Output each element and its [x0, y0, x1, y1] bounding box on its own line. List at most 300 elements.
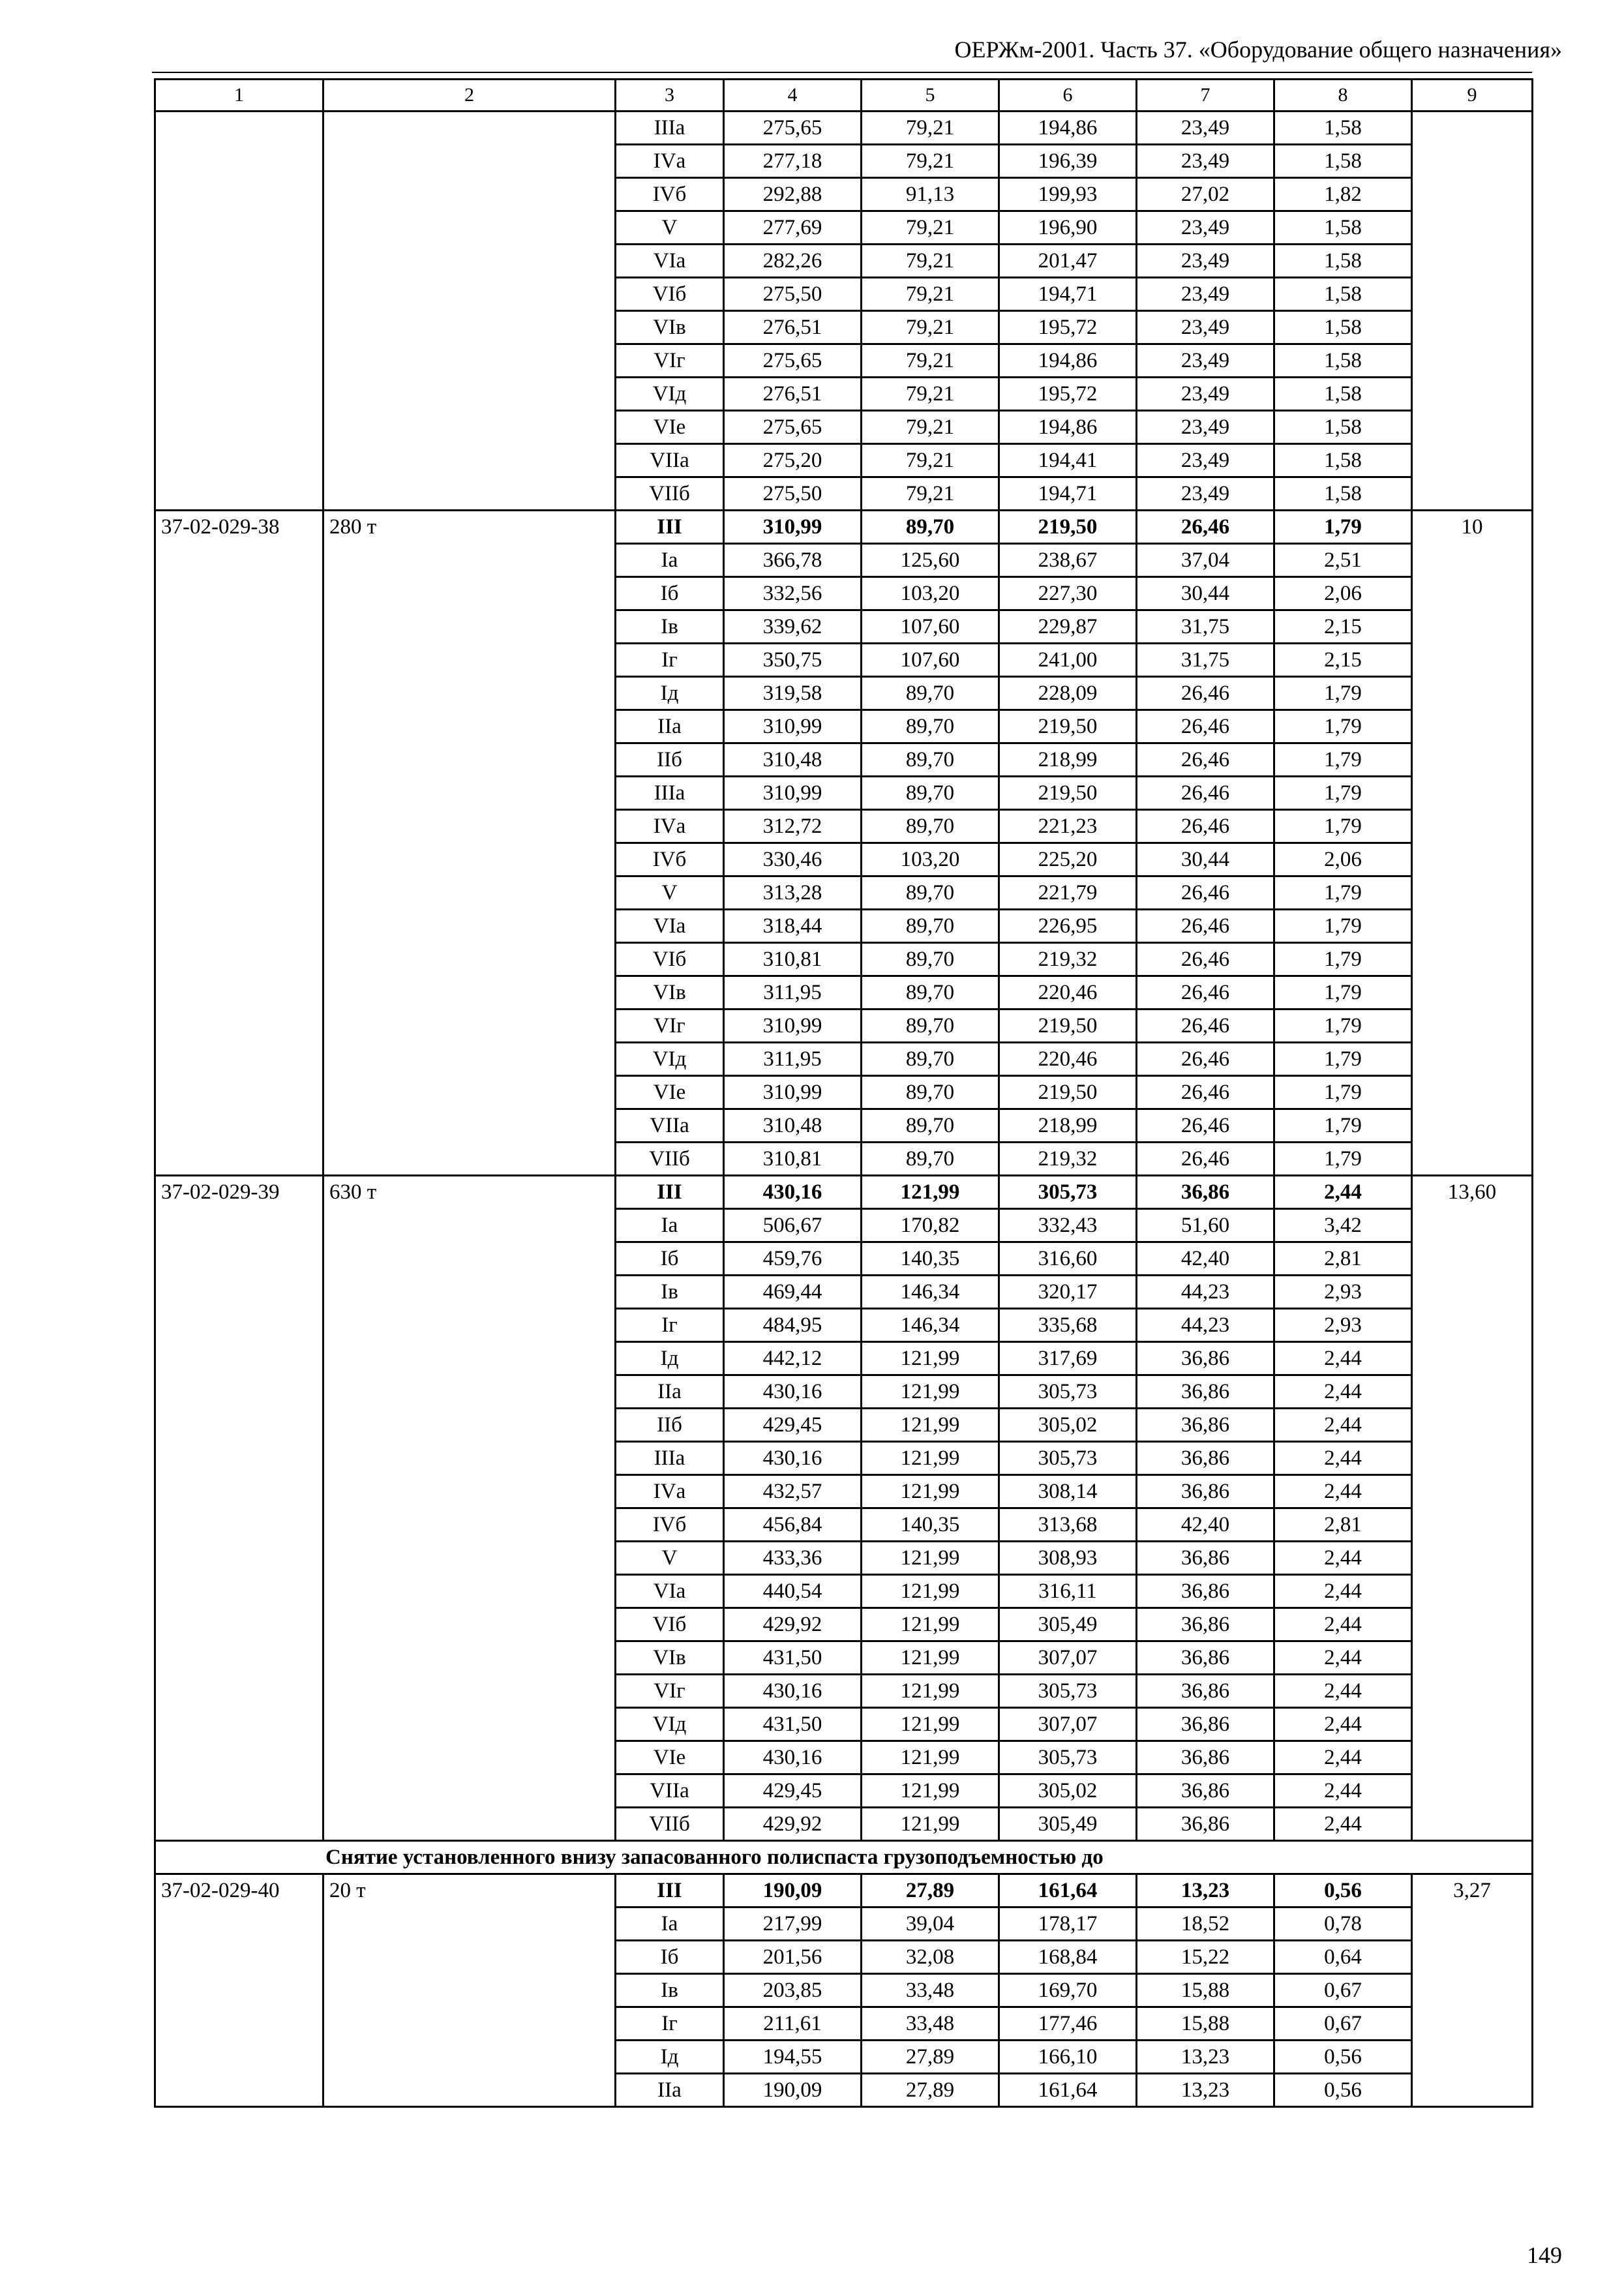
value-cell: 79,21	[862, 245, 999, 278]
value-cell: 430,16	[724, 1741, 862, 1774]
rate-code: 37-02-029-40	[155, 1874, 323, 2107]
zone-code: VIб	[616, 1608, 724, 1641]
value-cell: 27,02	[1137, 178, 1274, 211]
value-cell: 23,49	[1137, 477, 1274, 511]
value-cell: 310,99	[724, 1010, 862, 1043]
value-cell: 121,99	[862, 1675, 999, 1708]
zone-code: VIа	[616, 245, 724, 278]
value-cell: 1,79	[1274, 943, 1412, 976]
zone-code: VIIа	[616, 444, 724, 477]
value-cell: 318,44	[724, 910, 862, 943]
zone-code: VIг	[616, 1675, 724, 1708]
value-cell: 221,23	[999, 810, 1137, 843]
value-cell: 219,32	[999, 943, 1137, 976]
value-cell: 228,09	[999, 677, 1137, 710]
value-cell: 23,49	[1137, 311, 1274, 344]
value-cell: 275,50	[724, 477, 862, 511]
value-cell: 506,67	[724, 1209, 862, 1242]
zone-code: Iв	[616, 610, 724, 644]
header-title: ОЕРЖм-2001. Часть 37. «Оборудование общего назначения»	[954, 37, 1562, 63]
value-cell: 431,50	[724, 1708, 862, 1741]
value-cell: 226,95	[999, 910, 1137, 943]
zone-code: V	[616, 211, 724, 245]
value-cell: 429,45	[724, 1409, 862, 1442]
value-cell: 121,99	[862, 1409, 999, 1442]
value-cell: 2,06	[1274, 577, 1412, 610]
value-cell: 121,99	[862, 1708, 999, 1741]
value-cell: 3,42	[1274, 1209, 1412, 1242]
value-cell: 1,79	[1274, 910, 1412, 943]
value-cell: 26,46	[1137, 910, 1274, 943]
value-cell: 36,86	[1137, 1475, 1274, 1508]
value-cell: 2,44	[1274, 1708, 1412, 1741]
value-cell: 26,46	[1137, 1010, 1274, 1043]
header-rule	[152, 72, 1532, 73]
value-cell: 219,50	[999, 777, 1137, 810]
zone-code: Iд	[616, 677, 724, 710]
column-header: 4	[724, 80, 862, 112]
value-cell: 121,99	[862, 1641, 999, 1675]
value-cell: 44,23	[1137, 1276, 1274, 1309]
value-cell: 89,70	[862, 677, 999, 710]
value-cell: 221,79	[999, 876, 1137, 910]
value-cell: 36,86	[1137, 1808, 1274, 1841]
value-cell: 42,40	[1137, 1508, 1274, 1542]
value-cell: 194,55	[724, 2041, 862, 2074]
zone-code: IIIа	[616, 112, 724, 145]
zone-code: Iд	[616, 1342, 724, 1375]
value-cell: 194,86	[999, 411, 1137, 444]
value-cell: 220,46	[999, 1043, 1137, 1076]
value-cell: 89,70	[862, 976, 999, 1010]
zone-code: Iв	[616, 1974, 724, 2007]
table-row	[155, 511, 1533, 544]
value-cell: 317,69	[999, 1342, 1137, 1375]
value-cell: 36,86	[1137, 1608, 1274, 1641]
zone-code: Iв	[616, 1276, 724, 1309]
column-header: 5	[862, 80, 999, 112]
column-header: 1	[155, 80, 323, 112]
value-cell: 140,35	[862, 1242, 999, 1276]
value-cell: 2,44	[1274, 1475, 1412, 1508]
value-cell: 2,44	[1274, 1542, 1412, 1575]
value-cell: 26,46	[1137, 1143, 1274, 1176]
value-cell: 229,87	[999, 610, 1137, 644]
value-cell: 332,43	[999, 1209, 1137, 1242]
value-cell: 199,93	[999, 178, 1137, 211]
value-cell: 79,21	[862, 477, 999, 511]
value-cell: 121,99	[862, 1375, 999, 1409]
value-cell: 194,86	[999, 112, 1137, 145]
value-cell: 332,56	[724, 577, 862, 610]
value-cell: 1,79	[1274, 1143, 1412, 1176]
value-cell: 238,67	[999, 544, 1137, 577]
value-cell: 1,79	[1274, 1076, 1412, 1109]
value-cell: 218,99	[999, 1109, 1137, 1143]
value-cell: 305,73	[999, 1442, 1137, 1475]
zone-code: Iг	[616, 644, 724, 677]
value-cell: 79,21	[862, 145, 999, 178]
value-cell: 430,16	[724, 1442, 862, 1475]
zone-code: III	[616, 1874, 724, 1908]
table-row	[155, 1874, 1533, 1908]
value-cell: 2,44	[1274, 1808, 1412, 1841]
value-cell: 2,44	[1274, 1176, 1412, 1209]
value-cell: 1,58	[1274, 112, 1412, 145]
value-cell: 89,70	[862, 1109, 999, 1143]
value-cell: 26,46	[1137, 743, 1274, 777]
value-cell: 484,95	[724, 1309, 862, 1342]
value-cell: 316,11	[999, 1575, 1137, 1608]
column-header: 8	[1274, 80, 1412, 112]
zone-code: IIб	[616, 743, 724, 777]
value-cell: 350,75	[724, 644, 862, 677]
value-cell: 36,86	[1137, 1708, 1274, 1741]
value-cell: 169,70	[999, 1974, 1137, 2007]
value-cell: 330,46	[724, 843, 862, 876]
value-cell: 33,48	[862, 2007, 999, 2041]
zone-code: Iа	[616, 1209, 724, 1242]
value-cell: 36,86	[1137, 1375, 1274, 1409]
value-cell: 161,64	[999, 2074, 1137, 2107]
value-cell: 27,89	[862, 2041, 999, 2074]
value-cell: 89,70	[862, 777, 999, 810]
value-cell: 277,18	[724, 145, 862, 178]
value-cell: 203,85	[724, 1974, 862, 2007]
zone-code: VIIб	[616, 477, 724, 511]
value-cell: 275,65	[724, 411, 862, 444]
value-cell: 161,64	[999, 1874, 1137, 1908]
section-row	[155, 1841, 1533, 1874]
value-cell: 51,60	[1137, 1209, 1274, 1242]
value-cell: 430,16	[724, 1176, 862, 1209]
value-cell: 23,49	[1137, 211, 1274, 245]
rate-code: 37-02-029-39	[155, 1176, 323, 1841]
table-body	[155, 80, 1533, 2107]
value-cell: 1,82	[1274, 178, 1412, 211]
value-cell: 33,48	[862, 1974, 999, 2007]
value-cell: 0,64	[1274, 1941, 1412, 1974]
rate-name: 630 т	[323, 1176, 616, 1841]
value-cell: 89,70	[862, 943, 999, 976]
value-cell: 429,92	[724, 1808, 862, 1841]
value-cell: 2,44	[1274, 1641, 1412, 1675]
value-cell: 18,52	[1137, 1908, 1274, 1941]
value-cell: 107,60	[862, 644, 999, 677]
zone-code: Iа	[616, 1908, 724, 1941]
value-cell: 310,99	[724, 710, 862, 743]
value-cell: 430,16	[724, 1375, 862, 1409]
column-header: 9	[1412, 80, 1533, 112]
value-cell: 196,90	[999, 211, 1137, 245]
zone-code: VIв	[616, 976, 724, 1010]
zone-code: VIв	[616, 311, 724, 344]
value-cell: 26,46	[1137, 876, 1274, 910]
value-cell: 79,21	[862, 211, 999, 245]
value-cell: 1,58	[1274, 245, 1412, 278]
value-cell: 310,99	[724, 777, 862, 810]
value-cell: 313,28	[724, 876, 862, 910]
value-cell: 89,70	[862, 1143, 999, 1176]
zone-code: V	[616, 1542, 724, 1575]
zone-code: IIа	[616, 1375, 724, 1409]
value-cell: 89,70	[862, 810, 999, 843]
value-cell: 429,45	[724, 1774, 862, 1808]
col9-value: 10	[1412, 511, 1533, 1176]
value-cell: 276,51	[724, 311, 862, 344]
value-cell: 13,23	[1137, 1874, 1274, 1908]
zone-code: VIIа	[616, 1109, 724, 1143]
zone-code: Iг	[616, 1309, 724, 1342]
zone-code: IVа	[616, 810, 724, 843]
value-cell: 1,58	[1274, 311, 1412, 344]
value-cell: 275,65	[724, 112, 862, 145]
zone-code: VIв	[616, 1641, 724, 1675]
section-title: Снятие установленного внизу запасованного полиспаста грузоподъемностью до	[155, 1841, 1533, 1874]
value-cell: 310,81	[724, 1143, 862, 1176]
value-cell: 1,79	[1274, 777, 1412, 810]
value-cell: 1,79	[1274, 710, 1412, 743]
rate-name: 20 т	[323, 1874, 616, 2107]
value-cell: 2,44	[1274, 1741, 1412, 1774]
value-cell: 89,70	[862, 1010, 999, 1043]
value-cell: 275,65	[724, 344, 862, 378]
value-cell: 190,09	[724, 2074, 862, 2107]
value-cell: 307,07	[999, 1708, 1137, 1741]
value-cell: 1,79	[1274, 976, 1412, 1010]
zone-code: VIе	[616, 411, 724, 444]
value-cell: 1,79	[1274, 810, 1412, 843]
value-cell: 310,48	[724, 1109, 862, 1143]
value-cell: 310,48	[724, 743, 862, 777]
value-cell: 2,44	[1274, 1442, 1412, 1475]
zone-code: Iа	[616, 544, 724, 577]
value-cell: 217,99	[724, 1908, 862, 1941]
zone-code: VIIб	[616, 1143, 724, 1176]
value-cell: 39,04	[862, 1908, 999, 1941]
value-cell: 121,99	[862, 1475, 999, 1508]
value-cell: 310,99	[724, 1076, 862, 1109]
value-cell: 26,46	[1137, 511, 1274, 544]
value-cell: 31,75	[1137, 644, 1274, 677]
value-cell: 219,50	[999, 511, 1137, 544]
zone-code: V	[616, 876, 724, 910]
value-cell: 15,88	[1137, 1974, 1274, 2007]
value-cell: 195,72	[999, 378, 1137, 411]
value-cell: 2,81	[1274, 1508, 1412, 1542]
value-cell: 170,82	[862, 1209, 999, 1242]
value-cell: 1,58	[1274, 444, 1412, 477]
value-cell: 2,15	[1274, 644, 1412, 677]
rate-name: 280 т	[323, 511, 616, 1176]
value-cell: 23,49	[1137, 411, 1274, 444]
value-cell: 292,88	[724, 178, 862, 211]
zone-code: VIе	[616, 1741, 724, 1774]
value-cell: 2,44	[1274, 1409, 1412, 1442]
value-cell: 30,44	[1137, 843, 1274, 876]
zone-code: Iб	[616, 1941, 724, 1974]
value-cell: 79,21	[862, 278, 999, 311]
value-cell: 23,49	[1137, 245, 1274, 278]
value-cell: 225,20	[999, 843, 1137, 876]
value-cell: 219,32	[999, 1143, 1137, 1176]
value-cell: 121,99	[862, 1741, 999, 1774]
column-header: 7	[1137, 80, 1274, 112]
value-cell: 89,70	[862, 511, 999, 544]
value-cell: 2,44	[1274, 1774, 1412, 1808]
value-cell: 26,46	[1137, 710, 1274, 743]
value-cell: 335,68	[999, 1309, 1137, 1342]
value-cell: 433,36	[724, 1542, 862, 1575]
zone-code: VIд	[616, 1708, 724, 1741]
value-cell: 219,50	[999, 1076, 1137, 1109]
value-cell: 103,20	[862, 843, 999, 876]
value-cell: 1,79	[1274, 876, 1412, 910]
value-cell: 319,58	[724, 677, 862, 710]
value-cell: 1,58	[1274, 145, 1412, 178]
value-cell: 305,73	[999, 1375, 1137, 1409]
value-cell: 146,34	[862, 1276, 999, 1309]
value-cell: 89,70	[862, 876, 999, 910]
value-cell: 308,14	[999, 1475, 1137, 1508]
value-cell: 26,46	[1137, 777, 1274, 810]
zone-code: VIа	[616, 1575, 724, 1608]
value-cell: 282,26	[724, 245, 862, 278]
value-cell: 0,56	[1274, 1874, 1412, 1908]
zone-code: Iб	[616, 577, 724, 610]
value-cell: 2,93	[1274, 1276, 1412, 1309]
zone-code: Iд	[616, 2041, 724, 2074]
value-cell: 194,71	[999, 477, 1137, 511]
value-cell: 0,67	[1274, 2007, 1412, 2041]
value-cell: 36,86	[1137, 1409, 1274, 1442]
value-cell: 196,39	[999, 145, 1137, 178]
column-header: 6	[999, 80, 1137, 112]
value-cell: 23,49	[1137, 278, 1274, 311]
value-cell: 194,86	[999, 344, 1137, 378]
value-cell: 312,72	[724, 810, 862, 843]
value-cell: 310,99	[724, 511, 862, 544]
rate-code	[155, 112, 323, 511]
value-cell: 91,13	[862, 178, 999, 211]
value-cell: 13,23	[1137, 2041, 1274, 2074]
value-cell: 241,00	[999, 644, 1137, 677]
value-cell: 36,86	[1137, 1342, 1274, 1375]
value-cell: 89,70	[862, 710, 999, 743]
value-cell: 121,99	[862, 1176, 999, 1209]
value-cell: 89,70	[862, 743, 999, 777]
value-cell: 121,99	[862, 1575, 999, 1608]
value-cell: 26,46	[1137, 1043, 1274, 1076]
value-cell: 0,67	[1274, 1974, 1412, 2007]
value-cell: 36,86	[1137, 1774, 1274, 1808]
value-cell: 2,44	[1274, 1375, 1412, 1409]
value-cell: 459,76	[724, 1242, 862, 1276]
value-cell: 30,44	[1137, 577, 1274, 610]
value-cell: 2,15	[1274, 610, 1412, 644]
rate-code: 37-02-029-38	[155, 511, 323, 1176]
zone-code: IIIа	[616, 1442, 724, 1475]
value-cell: 311,95	[724, 976, 862, 1010]
value-cell: 2,51	[1274, 544, 1412, 577]
value-cell: 168,84	[999, 1941, 1137, 1974]
value-cell: 13,23	[1137, 2074, 1274, 2107]
value-cell: 276,51	[724, 378, 862, 411]
value-cell: 1,79	[1274, 743, 1412, 777]
value-cell: 1,79	[1274, 1010, 1412, 1043]
value-cell: 15,22	[1137, 1941, 1274, 1974]
value-cell: 26,46	[1137, 810, 1274, 843]
value-cell: 121,99	[862, 1442, 999, 1475]
zone-code: VIд	[616, 378, 724, 411]
value-cell: 442,12	[724, 1342, 862, 1375]
value-cell: 2,44	[1274, 1675, 1412, 1708]
col9-value	[1412, 112, 1533, 511]
value-cell: 44,23	[1137, 1309, 1274, 1342]
value-cell: 0,56	[1274, 2041, 1412, 2074]
value-cell: 2,44	[1274, 1608, 1412, 1641]
value-cell: 308,93	[999, 1542, 1137, 1575]
value-cell: 305,73	[999, 1176, 1137, 1209]
zone-code: IIа	[616, 710, 724, 743]
value-cell: 36,86	[1137, 1641, 1274, 1675]
value-cell: 79,21	[862, 344, 999, 378]
value-cell: 320,17	[999, 1276, 1137, 1309]
value-cell: 430,16	[724, 1675, 862, 1708]
value-cell: 121,99	[862, 1774, 999, 1808]
value-cell: 316,60	[999, 1242, 1137, 1276]
value-cell: 2,06	[1274, 843, 1412, 876]
rate-name	[323, 112, 616, 511]
zone-code: VIа	[616, 910, 724, 943]
value-cell: 26,46	[1137, 1109, 1274, 1143]
value-cell: 23,49	[1137, 378, 1274, 411]
value-cell: 36,86	[1137, 1176, 1274, 1209]
value-cell: 219,50	[999, 710, 1137, 743]
value-cell: 432,57	[724, 1475, 862, 1508]
value-cell: 36,86	[1137, 1575, 1274, 1608]
value-cell: 27,89	[862, 2074, 999, 2107]
value-cell: 1,58	[1274, 278, 1412, 311]
value-cell: 456,84	[724, 1508, 862, 1542]
zone-code: VIIа	[616, 1774, 724, 1808]
value-cell: 121,99	[862, 1808, 999, 1841]
value-cell: 1,79	[1274, 1043, 1412, 1076]
zone-code: III	[616, 1176, 724, 1209]
value-cell: 275,50	[724, 278, 862, 311]
value-cell: 89,70	[862, 1076, 999, 1109]
value-cell: 32,08	[862, 1941, 999, 1974]
zone-code: IIIа	[616, 777, 724, 810]
value-cell: 178,17	[999, 1908, 1137, 1941]
col9-value: 3,27	[1412, 1874, 1533, 2107]
value-cell: 313,68	[999, 1508, 1137, 1542]
zone-code: VIг	[616, 344, 724, 378]
value-cell: 307,07	[999, 1641, 1137, 1675]
zone-code: VIг	[616, 1010, 724, 1043]
value-cell: 26,46	[1137, 677, 1274, 710]
zone-code: VIIб	[616, 1808, 724, 1841]
value-cell: 37,04	[1137, 544, 1274, 577]
zone-code: Iг	[616, 2007, 724, 2041]
zone-code: IVб	[616, 178, 724, 211]
value-cell: 36,86	[1137, 1542, 1274, 1575]
value-cell: 79,21	[862, 378, 999, 411]
value-cell: 220,46	[999, 976, 1137, 1010]
value-cell: 194,71	[999, 278, 1137, 311]
zone-code: VIе	[616, 1076, 724, 1109]
value-cell: 23,49	[1137, 112, 1274, 145]
